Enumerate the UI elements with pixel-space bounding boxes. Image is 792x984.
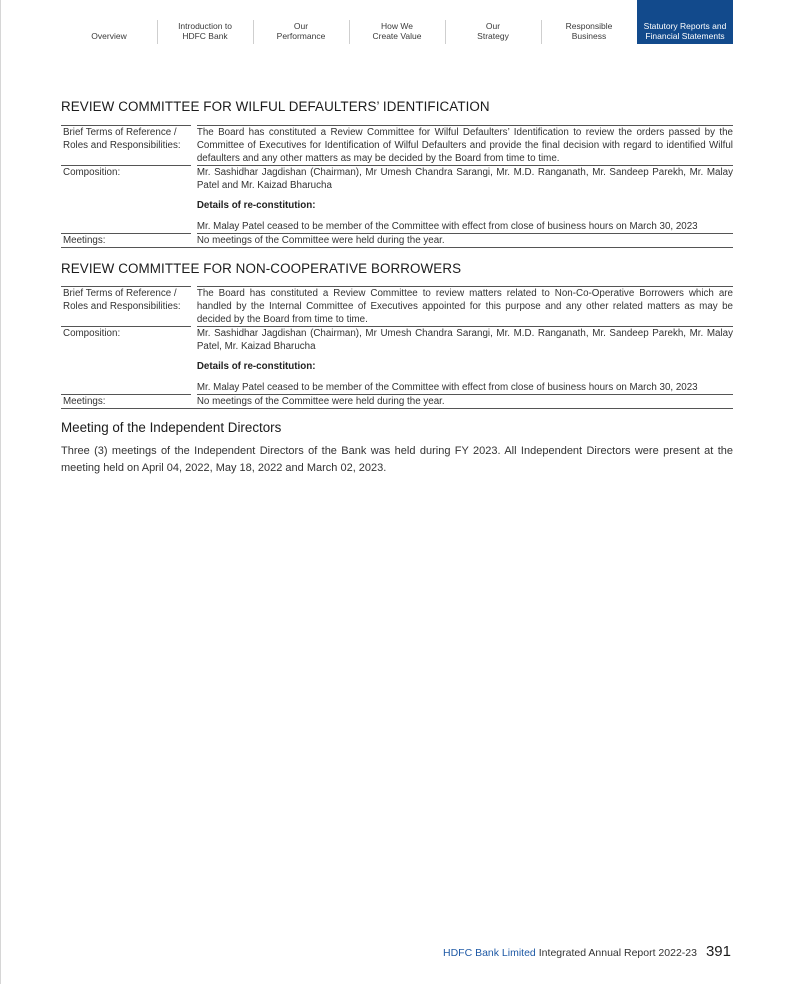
composition-text: Mr. Sashidhar Jagdishan (Chairman), Mr Umesh Chandra Sarangi, Mr. M.D. Ranganath, Mr. Sandeep Parekh, Mr. Malay Patel, Mr. Kaizad Bharucha xyxy=(196,328,733,352)
tab-label: Introduction to HDFC Bank xyxy=(178,21,232,41)
tab-responsible-business[interactable] xyxy=(541,0,637,44)
composition-cell xyxy=(197,326,733,394)
composition-label: Composition: xyxy=(61,165,191,233)
terms-text: The Board has constituted a Review Committee for Wilful Defaulters’ Identification to review the orders passed by the Committee of Executives for Identification of Wilful Defaulters and provide the final decision with regard to identified Wilful defaulters and any other matters as may be decided by the Board from time to time. xyxy=(196,127,733,164)
tab-label: Overview xyxy=(91,31,127,41)
meetings-label: Meetings: xyxy=(61,233,191,247)
table-row-composition xyxy=(61,326,733,394)
reconstitution-heading: Details of re-constitution: xyxy=(196,200,316,211)
meetings-label: Meetings: xyxy=(61,394,191,408)
terms-label: Brief Terms of Reference / Roles and Responsibilities: xyxy=(61,286,191,326)
tab-introduction[interactable] xyxy=(157,0,253,44)
wilful-committee-table xyxy=(61,125,733,248)
tab-label: Our Strategy xyxy=(477,21,509,41)
independent-directors-heading: Meeting of the Independent Directors xyxy=(61,420,282,435)
noncoop-section-title: REVIEW COMMITTEE FOR NON-COOPERATIVE BORROWERS xyxy=(61,261,462,276)
table-row-meetings xyxy=(61,394,733,409)
footer-report-title: Integrated Annual Report 2022-23 xyxy=(538,947,697,959)
tab-overview[interactable] xyxy=(61,0,157,44)
reconstitution-heading: Details of re-constitution: xyxy=(196,361,316,372)
terms-text: The Board has constituted a Review Committee to review matters related to Non-Co-Operative Borrowers which are handled by the Internal Committee of Executives appointed for this purpose and any other related matters as may be decided by the Board from time to time. xyxy=(196,288,733,325)
composition-text: Mr. Sashidhar Jagdishan (Chairman), Mr Umesh Chandra Sarangi, Mr. M.D. Ranganath, Mr. Sandeep Parekh, Mr. Malay Patel and Mr. Kaizad Bharucha xyxy=(196,167,733,191)
table-row-terms xyxy=(61,125,733,165)
page-footer xyxy=(443,943,731,960)
terms-label: Brief Terms of Reference / Roles and Responsibilities: xyxy=(61,125,191,165)
meetings-text: No meetings of the Committee were held during the year. xyxy=(197,394,733,408)
table-row-terms xyxy=(61,286,733,326)
page-number: 391 xyxy=(705,943,731,960)
tab-label: How We Create Value xyxy=(372,21,422,41)
top-navigation xyxy=(61,0,733,44)
reconstitution-text: Mr. Malay Patel ceased to be member of the Committee with effect from close of business hours on March 30, 2023 xyxy=(196,221,698,232)
table-row-composition xyxy=(61,165,733,233)
tab-statutory-reports[interactable] xyxy=(637,0,733,44)
composition-cell xyxy=(197,165,733,233)
composition-label: Composition: xyxy=(61,326,191,394)
independent-directors-paragraph: Three (3) meetings of the Independent Directors of the Bank was held during FY 2023. All Independent Directors were present at the meeting held on April 04, 2022, May 18, 2022 and March 02, 2023. xyxy=(61,445,733,474)
tab-our-performance[interactable] xyxy=(253,0,349,44)
table-row-meetings xyxy=(61,233,733,248)
wilful-section-title: REVIEW COMMITTEE FOR WILFUL DEFAULTERS’ IDENTIFICATION xyxy=(61,99,490,114)
page-edge xyxy=(0,0,1,984)
meetings-text: No meetings of the Committee were held during the year. xyxy=(197,233,733,247)
footer-brand: HDFC Bank Limited xyxy=(442,947,536,959)
tab-label: Statutory Reports and Financial Statements xyxy=(643,21,727,41)
noncoop-committee-table xyxy=(61,286,733,409)
tab-how-we-create-value[interactable] xyxy=(349,0,445,44)
tab-label: Our Performance xyxy=(276,21,326,41)
tab-our-strategy[interactable] xyxy=(445,0,541,44)
tab-label: Responsible Business xyxy=(565,21,613,41)
reconstitution-text: Mr. Malay Patel ceased to be member of the Committee with effect from close of business hours on March 30, 2023 xyxy=(196,382,698,393)
